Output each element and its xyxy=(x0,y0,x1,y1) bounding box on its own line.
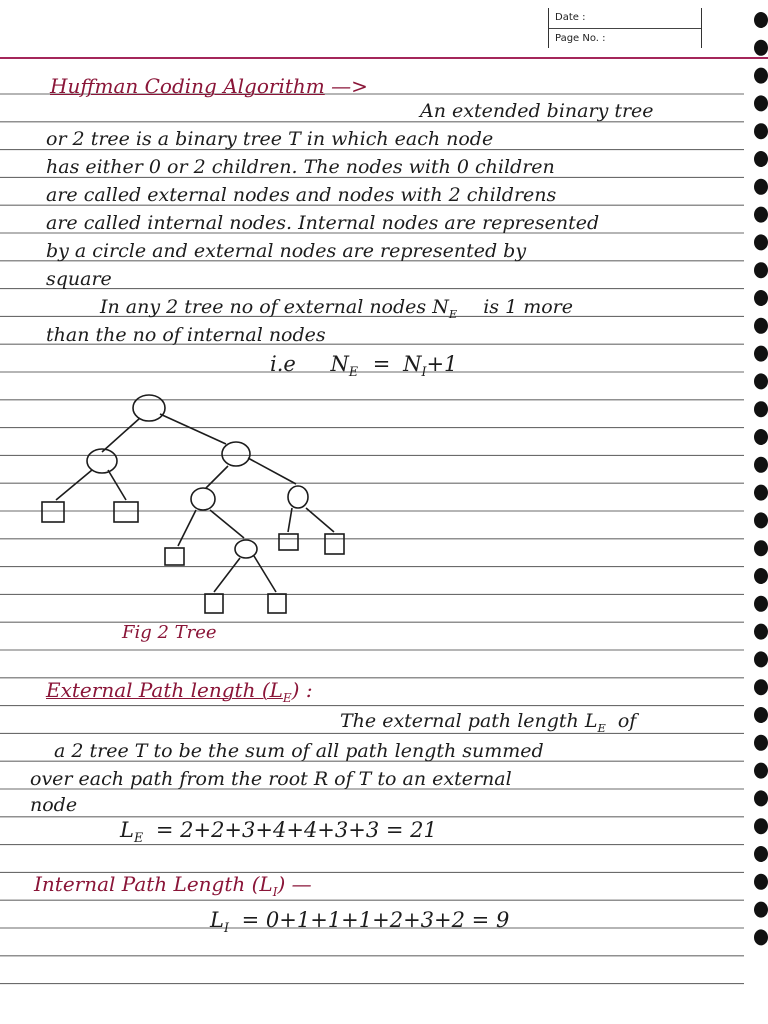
external-le-sub: E xyxy=(597,720,606,735)
binder-hole xyxy=(754,262,768,278)
body-line: by a circle and external nodes are represented by xyxy=(46,240,527,262)
para2-text: In any 2 tree no of external nodes N xyxy=(100,296,449,318)
binder-hole xyxy=(754,512,768,528)
external-heading xyxy=(46,680,313,704)
li-lhs: L xyxy=(210,908,224,932)
binder-hole xyxy=(754,790,768,806)
external-node xyxy=(325,534,344,554)
tree-edge xyxy=(178,510,196,546)
tree-edge xyxy=(248,458,296,484)
tree-edge xyxy=(306,508,334,532)
body-line: has either 0 or 2 children. The nodes with 0 children xyxy=(46,156,555,178)
relation-rhs: N xyxy=(403,352,422,376)
relation-lhs: N xyxy=(330,352,349,376)
external-node xyxy=(114,502,138,522)
ne-sub: E xyxy=(448,306,458,321)
tree-edge xyxy=(254,556,276,592)
page-title xyxy=(50,76,368,96)
binder-hole xyxy=(754,902,768,918)
para2-tail: is 1 more xyxy=(483,296,573,318)
external-le-tail: of xyxy=(617,710,637,732)
binder-hole xyxy=(754,12,768,28)
internal-heading-text: Internal Path Length (L xyxy=(34,872,273,896)
li-rhs: = 0+1+1+1+2+3+2 = 9 xyxy=(241,908,510,932)
internal-node xyxy=(191,488,215,510)
title-text: Huffman Coding Algorithm xyxy=(50,74,325,98)
internal-node xyxy=(235,540,257,558)
internal-node xyxy=(133,395,165,421)
binder-hole xyxy=(754,929,768,945)
internal-node xyxy=(87,449,117,473)
body-line: are called external nodes and nodes with 2 childrens xyxy=(46,184,557,206)
binder-hole xyxy=(754,68,768,84)
binder-hole xyxy=(754,624,768,640)
binder-hole xyxy=(754,123,768,139)
binder-hole xyxy=(754,290,768,306)
internal-heading xyxy=(34,874,312,898)
relation-rhs-sub: I xyxy=(421,364,427,380)
external-node xyxy=(42,502,64,522)
date-page-box xyxy=(548,8,702,48)
binder-hole xyxy=(754,874,768,890)
binder-hole xyxy=(754,596,768,612)
le-lhs: L xyxy=(120,818,134,842)
external-heading-text: External Path length (L xyxy=(46,678,283,702)
external-node xyxy=(279,534,298,550)
internal-node xyxy=(288,486,308,508)
binder-hole xyxy=(754,818,768,834)
figure-caption: Fig 2 Tree xyxy=(122,622,217,643)
binder-hole xyxy=(754,707,768,723)
date-label: Date : xyxy=(555,12,586,23)
binder-hole xyxy=(754,179,768,195)
tree-edge xyxy=(108,470,126,500)
internal-heading-sub: I xyxy=(272,885,278,899)
body-line: square xyxy=(46,268,112,290)
tree-edge xyxy=(214,558,240,592)
tree-edge xyxy=(56,470,92,500)
binder-hole xyxy=(754,40,768,56)
external-line-text: The external path length L xyxy=(340,710,598,732)
body-line: are called internal nodes. Internal nodes are represented xyxy=(46,212,600,234)
binder-hole xyxy=(754,679,768,695)
binder-hole xyxy=(754,457,768,473)
le-rhs: = 2+2+3+4+4+3+3 = 21 xyxy=(155,818,437,842)
binder-hole xyxy=(754,401,768,417)
para2-line-1 xyxy=(100,298,573,320)
relation-prefix: i.e xyxy=(270,352,296,376)
binder-hole xyxy=(754,540,768,556)
binder-hole xyxy=(754,485,768,501)
tree-edge xyxy=(102,418,140,452)
tree-edge xyxy=(288,508,292,532)
binder-hole xyxy=(754,318,768,334)
body-line: over each path from the root R of T to an external xyxy=(30,768,512,790)
tree-edge xyxy=(206,466,228,488)
li-sub: I xyxy=(223,920,229,936)
binder-holes xyxy=(754,12,768,945)
binder-hole xyxy=(754,651,768,667)
external-line-1 xyxy=(340,712,636,734)
binder-hole xyxy=(754,429,768,445)
li-formula xyxy=(210,908,509,935)
relation-lhs-sub: E xyxy=(348,364,359,380)
external-heading-close: ) : xyxy=(291,678,313,702)
body-line: An extended binary tree xyxy=(420,100,654,122)
body-line: or 2 tree is a binary tree T in which each node xyxy=(46,128,494,150)
external-heading-sub: E xyxy=(282,691,292,705)
binder-hole xyxy=(754,95,768,111)
binder-hole xyxy=(754,207,768,223)
page-number-label: Page No. : xyxy=(549,28,701,48)
binder-hole xyxy=(754,373,768,389)
binder-hole xyxy=(754,846,768,862)
title-arrow: —> xyxy=(331,74,368,98)
binder-hole xyxy=(754,568,768,584)
relation-eq: = xyxy=(372,352,391,376)
relation-plus: +1 xyxy=(426,352,458,376)
external-node xyxy=(268,594,286,613)
body-line: than the no of internal nodes xyxy=(46,324,326,346)
external-node xyxy=(165,548,184,565)
internal-heading-close: ) — xyxy=(277,872,312,896)
internal-node xyxy=(222,442,250,466)
binder-hole xyxy=(754,763,768,779)
binder-hole xyxy=(754,234,768,250)
le-sub: E xyxy=(133,830,144,846)
body-line: a 2 tree T to be the sum of all path length summed xyxy=(54,740,544,762)
binder-hole xyxy=(754,346,768,362)
external-node xyxy=(205,594,223,613)
ne-relation xyxy=(270,352,457,379)
tree-edge xyxy=(160,414,226,444)
body-line: node xyxy=(30,794,78,816)
binder-hole xyxy=(754,151,768,167)
binder-hole xyxy=(754,735,768,751)
tree-edge xyxy=(210,510,244,538)
le-formula xyxy=(120,818,437,845)
